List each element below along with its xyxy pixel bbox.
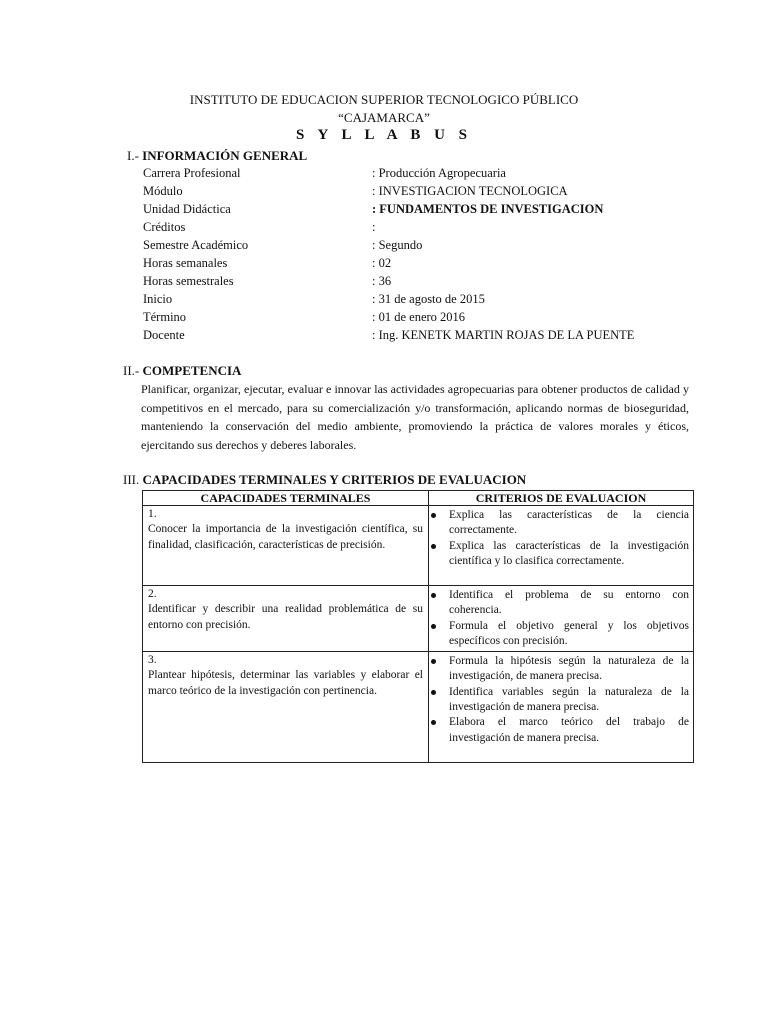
info-value: : Producción Agropecuaria [372,166,506,180]
competencia-text: Planificar, organizar, ejecutar, evaluar e innovar las actividades agropecuarias para obtener productos de calidad y competitivos en el mercado, para su comercialización y/o transformación, aplicando normas de bioseguridad, manteniendo la conservación del medio ambiente, promoviendo la práctica de valores morales y éticos, ejercitando sus derechos y deberes laborales. [141,382,689,452]
capacity-number: 1. [148,508,157,520]
section-3-number: III. [123,472,140,487]
section-2-title: COMPETENCIA [142,363,242,378]
capacity-number: 3. [148,654,157,667]
info-row-termino [143,310,703,328]
info-label: Unidad Didáctica [143,202,231,216]
capacity-cell [143,506,429,586]
table-row [143,652,694,763]
info-row-carrera [143,166,703,184]
section-3-title: CAPACIDADES TERMINALES Y CRITERIOS DE EVALUACION [142,472,527,487]
section-2-heading [123,363,241,379]
info-value: : Segundo [372,238,423,252]
bullet-icon [431,544,436,549]
criteria-item: Identifica variables según la naturaleza de la investigación de manera precisa. [431,685,689,716]
info-label: Módulo [143,184,183,198]
capacity-text: Plantear hipótesis, determinar las variables y elaborar el marco teórico de la investigación con pertinencia. [148,669,423,697]
table-row [143,586,694,652]
criteria-table [142,490,694,763]
criteria-item: Identifica el problema de su entorno con coherencia. [431,588,689,619]
capacity-text: Identificar y describir una realidad problemática de su entorno con precisión. [148,603,423,631]
info-label: Término [143,310,187,324]
criteria-item: Explica las características de la ciencia correctamente. [431,508,689,539]
capacity-text: Conocer la importancia de la investigación científica, su finalidad, clasificación, características de precisión. [148,523,423,551]
info-row-modulo [143,184,703,202]
section-2-number: II.- [123,363,140,378]
info-value: : Ing. KENETK MARTIN ROJAS DE LA PUENTE [372,328,635,342]
section-1-heading [127,148,307,164]
criteria-cell [429,652,694,763]
capacity-number: 2. [148,588,157,600]
capacity-cell [143,586,429,652]
info-value: : 31 de agosto de 2015 [372,292,485,306]
section-3-heading [123,472,526,488]
info-row-inicio [143,292,703,310]
table-row [143,506,694,586]
info-value: : FUNDAMENTOS DE INVESTIGACION [372,202,604,216]
info-row-creditos [143,220,703,238]
column-header-criterios: CRITERIOS DE EVALUACION [429,491,694,506]
info-row-semestre [143,238,703,256]
info-label: Semestre Académico [143,238,249,252]
info-row-unidad [143,202,703,220]
section-1-title: INFORMACIÓN GENERAL [142,148,308,163]
info-row-docente [143,328,703,346]
bullet-icon [431,624,436,629]
bullet-icon [431,690,436,695]
criteria-item: Explica las características de la investigación científica y lo clasifica correctamente. [431,539,689,570]
column-header-capacidades: CAPACIDADES TERMINALES [143,491,429,506]
info-label: Horas semestrales [143,274,234,288]
info-value: : 02 [372,256,392,270]
info-label: Carrera Profesional [143,166,241,180]
section-1-number: I.- [127,148,139,163]
criteria-cell [429,506,694,586]
institution-name: INSTITUTO DE EDUCACION SUPERIOR TECNOLOGICO PÚBLICO [189,92,579,107]
capacity-cell [143,652,429,763]
institution-city: “CAJAMARCA” [338,110,430,125]
info-label: Docente [143,328,185,342]
bullet-icon [431,659,436,664]
info-value: : 01 de enero 2016 [372,310,466,324]
info-row-horas-semestrales [143,274,703,292]
criteria-item: Elabora el marco teórico del trabajo de investigación de manera precisa. [431,715,689,746]
info-label: Inicio [143,292,173,306]
criteria-cell [429,586,694,652]
info-value: : INVESTIGACION TECNOLOGICA [372,184,568,198]
document-title: S Y L L A B U S [295,127,473,143]
bullet-icon [431,513,436,518]
bullet-icon [431,593,436,598]
info-label: Horas semanales [143,256,228,270]
bullet-icon [431,720,436,725]
info-value: : [372,220,376,234]
criteria-item: Formula la hipótesis según la naturaleza de la investigación, de manera precisa. [431,654,689,685]
info-label: Créditos [143,220,186,234]
info-row-horas-semanales [143,256,703,274]
info-value: : 36 [372,274,392,288]
criteria-item: Formula el objetivo general y los objetivos específicos con precisión. [431,619,689,650]
